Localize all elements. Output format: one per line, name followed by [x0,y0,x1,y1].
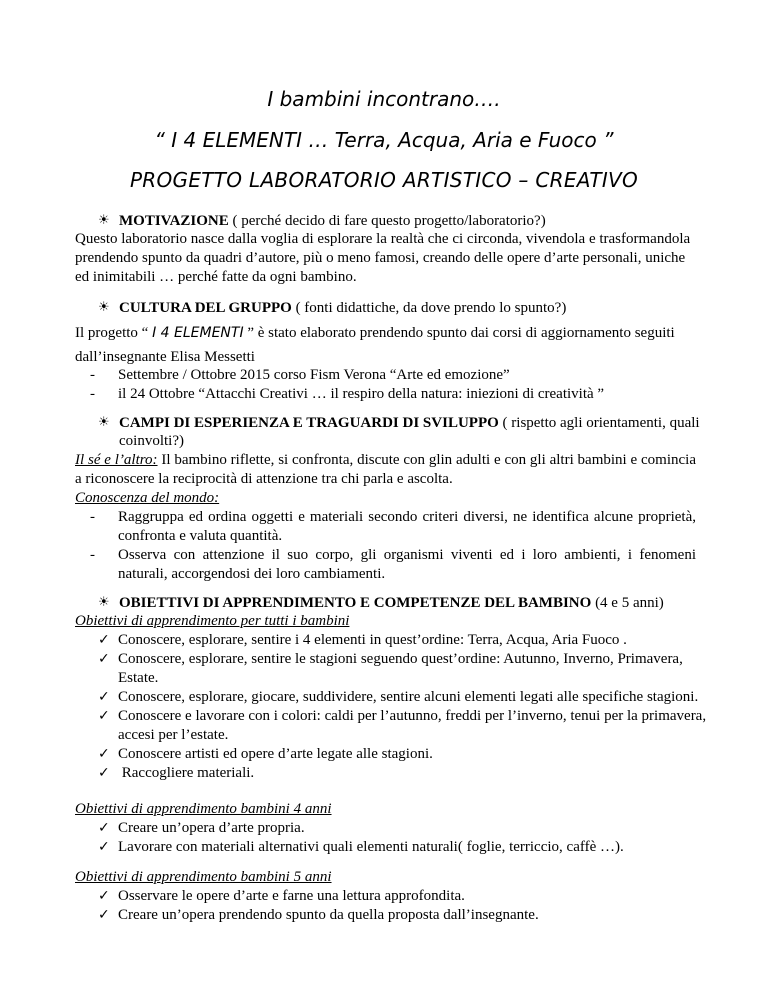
obiettivi-4-anni-label: Obiettivi di apprendimento bambini 4 anni [75,801,332,817]
checkmark-icon: ✓ [98,765,110,781]
checkmark-icon: ✓ [98,746,110,762]
cultura-paragraph-line2: dall’insegnante Elisa Messetti [75,349,255,365]
checkmark-icon: ✓ [98,820,110,836]
section-heading-obiettivi [119,593,664,613]
obiettivo-5-item: Creare un’opera prendendo spunto da quella proposta dall’insegnante. [118,907,539,923]
heading-text: MOTIVAZIONE [119,213,229,229]
section-heading-cultura [119,298,566,318]
sun-icon: ☀ [98,300,110,315]
dash-bullet: - [90,367,95,383]
sun-icon: ☀ [98,415,110,430]
cultura-item: il 24 Ottobre “Attacchi Creativi … il respiro della natura: iniezioni di creatività ” [118,386,605,402]
heading-text: CULTURA DEL GRUPPO [119,300,292,316]
title-elements: “ I 4 ELEMENTI … Terra, Acqua, Aria e Fuoco ” [154,128,614,152]
obiettivi-tutti-label: Obiettivi di apprendimento per tutti i bambini [75,613,350,629]
heading-note: ( fonti didattiche, da dove prendo lo spunto?) [291,300,567,316]
text-before: Il progetto “ [75,325,153,341]
dash-bullet: - [90,386,95,402]
title-intro: I bambini incontrano…. [267,87,501,111]
cultura-item: Settembre / Ottobre 2015 corso Fism Verona “Arte ed emozione” [118,367,510,383]
mondo-item: Osserva con attenzione il suo corpo, gli organismi viventi ed i loro ambienti, i fenomeni naturali, accorgendosi dei loro cambiamenti. [118,547,696,582]
checkmark-icon: ✓ [98,651,110,667]
se-altro-paragraph [75,451,696,489]
cultura-paragraph-line1 [75,324,675,343]
motivazione-paragraph: Questo laboratorio nasce dalla voglia di esplorare la realtà che ci circonda, vivendola e trasformandola prendendo spunto da quadri d’autore, più o meno famosi, creando delle opere d’arte personali, uniche ed inimitabili … perché fatte da ogni bambino. [75,231,691,285]
checkmark-icon: ✓ [98,839,110,855]
heading-text: CAMPI DI ESPERIENZA E TRAGUARDI DI SVILUPPO [119,415,499,431]
section-heading-campi-continued: coinvolti?) [119,433,184,449]
checkmark-icon: ✓ [98,632,110,648]
sun-icon: ☀ [98,213,110,228]
sun-icon: ☀ [98,595,110,610]
obiettivo-item: Conoscere, esplorare, sentire i 4 elementi in quest’ordine: Terra, Acqua, Aria Fuoco . [118,632,627,648]
obiettivo-item: Raccogliere materiali. [118,765,255,781]
obiettivo-item: Conoscere e lavorare con i colori: caldi per l’autunno, freddi per l’inverno, tenui per la primavera, accesi per l’estate. [118,708,707,743]
section-heading-campi [119,413,700,433]
dash-bullet: - [90,509,95,525]
se-altro-label: Il sé e l’altro: [75,452,158,468]
checkmark-icon: ✓ [98,888,110,904]
obiettivi-5-anni-label: Obiettivi di apprendimento bambini 5 anni [75,869,332,885]
obiettivo-4-item: Creare un’opera d’arte propria. [118,820,305,836]
heading-text: OBIETTIVI DI APPRENDIMENTO E COMPETENZE DEL BAMBINO [119,595,592,611]
section-heading-motivazione [119,211,546,231]
checkmark-icon: ✓ [98,907,110,923]
heading-note: ( rispetto agli orientamenti, quali [498,415,700,431]
heading-note: ( perché decido di fare questo progetto/laboratorio?) [228,213,546,229]
obiettivo-item: Conoscere, esplorare, giocare, suddividere, sentire alcuni elementi legati alle specifiche stagioni. [118,689,699,705]
checkmark-icon: ✓ [98,689,110,705]
text-highlight: I 4 ELEMENTI [152,325,244,341]
obiettivo-item: Conoscere, esplorare, sentire le stagioni seguendo quest’ordine: Autunno, Inverno, Primavera, Estate. [118,651,683,686]
dash-bullet: - [90,547,95,563]
se-altro-text: Il bambino riflette, si confronta, discute con glin adulti e con gli altri bambini e comincia a riconoscere la reciprocità di attenzione tra chi parla e ascolta. [75,452,696,487]
text-after: ” è stato elaborato prendendo spunto dai corsi di aggiornamento seguiti [243,325,675,341]
mondo-item: Raggruppa ed ordina oggetti e materiali secondo criteri diversi, ne identifica alcune proprietà, confronta e valuta quantità. [118,509,696,544]
heading-note: (4 e 5 anni) [591,595,664,611]
checkmark-icon: ✓ [98,708,110,724]
conoscenza-mondo-label: Conoscenza del mondo: [75,490,220,506]
obiettivo-4-item: Lavorare con materiali alternativi quali elementi naturali( foglie, terriccio, caffè …). [118,839,624,855]
title-project: PROGETTO LABORATORIO ARTISTICO – CREATIVO [129,168,639,192]
obiettivo-5-item: Osservare le opere d’arte e farne una lettura approfondita. [118,888,465,904]
obiettivo-item: Conoscere artisti ed opere d’arte legate alle stagioni. [118,746,433,762]
